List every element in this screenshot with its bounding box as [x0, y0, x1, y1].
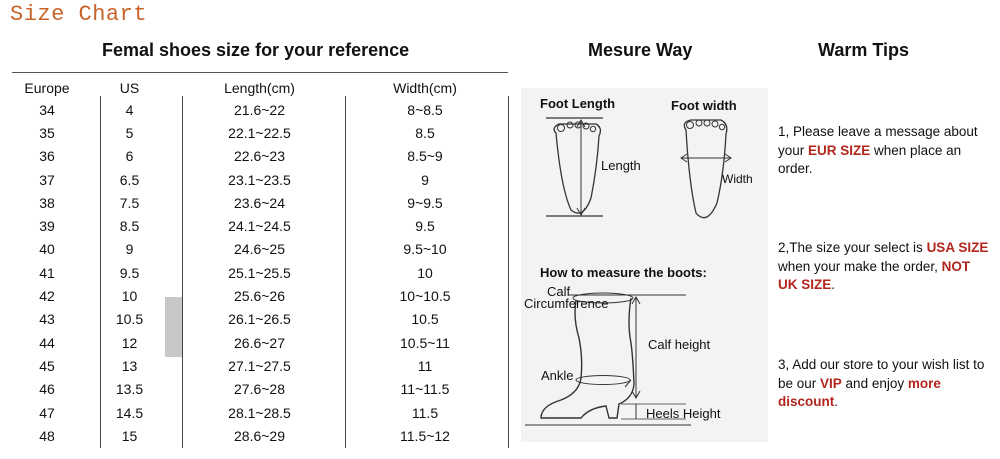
- tip1-text: 1, Please leave a message about your: [778, 124, 978, 158]
- width-label: Width: [722, 172, 753, 186]
- europe-cell: 43: [39, 311, 55, 328]
- europe-cell: 38: [39, 194, 55, 211]
- table-row: [12, 424, 508, 447]
- europe-cell: 48: [39, 427, 55, 444]
- length-cell: 23.6~24: [234, 194, 285, 211]
- header-width: Width(cm): [393, 80, 457, 96]
- us-cell: 6: [125, 148, 134, 165]
- europe-cell: 35: [39, 124, 55, 141]
- us-cell: 9: [125, 241, 134, 258]
- europe-cell: 45: [39, 357, 55, 374]
- tip3-text-end: .: [834, 394, 839, 409]
- europe-cell: 47: [39, 404, 55, 421]
- length-cell: 23.1~23.5: [228, 171, 291, 188]
- us-cell: 10: [121, 288, 138, 305]
- warm-tip-2: [778, 239, 993, 295]
- europe-cell: 44: [39, 334, 55, 351]
- calf-circumference-label-1: Calf: [547, 284, 571, 299]
- length-cell: 22.6~23: [234, 148, 285, 165]
- heels-height-label: Heels Height: [646, 406, 721, 421]
- us-cell: 4: [125, 101, 134, 118]
- table-row: [12, 145, 508, 168]
- us-cell: 14.5: [115, 404, 144, 421]
- width-cell: 10.5~11: [400, 334, 450, 351]
- measure-way-title: Mesure Way: [588, 40, 693, 60]
- table-row: [12, 98, 508, 121]
- europe-cell: 37: [39, 171, 55, 188]
- width-cell: 9~9.5: [407, 194, 443, 211]
- length-cell: 27.1~27.5: [228, 357, 291, 374]
- europe-cell: 39: [39, 218, 55, 235]
- width-cell: 10~10.5: [399, 288, 451, 305]
- length-cell: 24.1~24.5: [228, 218, 291, 235]
- table-row: [12, 238, 508, 261]
- foot-length-heading: Foot Length: [540, 96, 616, 111]
- column-divider: [508, 96, 509, 448]
- table-top-rule: [12, 72, 508, 73]
- europe-cell: 36: [39, 148, 55, 165]
- table-row: [12, 168, 508, 191]
- length-cell: 27.6~28: [234, 381, 285, 398]
- europe-cell: 42: [39, 288, 55, 305]
- calf-circumference-label-2: Circumference: [524, 296, 609, 311]
- tip2-text-mid: when your make the order,: [778, 258, 942, 274]
- us-cell: 5: [125, 124, 134, 141]
- header-us: US: [119, 80, 140, 96]
- length-cell: 22.1~22.5: [228, 124, 291, 141]
- width-cell: 9.5: [415, 218, 435, 235]
- us-cell: 10.5: [115, 311, 144, 328]
- table-row: [12, 401, 508, 424]
- table-row: [12, 378, 508, 401]
- table-row: [12, 261, 508, 284]
- table-row: [12, 121, 508, 144]
- table-row: [12, 214, 508, 237]
- tip2-highlight-2: NOT UK SIZE: [778, 258, 971, 292]
- length-label: Length: [601, 158, 641, 173]
- tip2-text: 2,The size your select is: [778, 240, 927, 255]
- europe-cell: 40: [39, 241, 55, 258]
- width-cell: 9.5~10: [403, 241, 447, 258]
- boots-heading: How to measure the boots:: [540, 265, 707, 280]
- width-cell: 8.5: [415, 124, 435, 141]
- us-cell: 8.5: [119, 218, 140, 235]
- length-cell: 28.6~29: [234, 427, 285, 444]
- size-table-title: Femal shoes size for your reference: [102, 40, 410, 60]
- ankle-label: Ankle: [541, 368, 574, 383]
- tip2-text-end: .: [831, 277, 836, 292]
- length-cell: 26.6~27: [234, 334, 285, 351]
- tip1-highlight: EUR SIZE: [808, 142, 871, 158]
- width-cell: 11~11.5: [400, 381, 450, 398]
- calf-height-label: Calf height: [648, 337, 711, 352]
- tip3-text: 3, Add our store to your wish list to be our: [778, 357, 985, 391]
- tip3-highlight-1: VIP: [820, 375, 842, 391]
- length-cell: 28.1~28.5: [228, 404, 291, 421]
- us-cell: 6.5: [119, 171, 140, 188]
- europe-cell: 41: [39, 264, 55, 281]
- length-cell: 21.6~22: [234, 101, 285, 118]
- tip3-highlight-2: more discount: [778, 375, 941, 409]
- width-cell: 10.5: [411, 311, 439, 328]
- size-table: [12, 78, 508, 447]
- table-row: [12, 191, 508, 214]
- tip2-highlight-1: USA SIZE: [926, 240, 989, 255]
- table-header-row: [12, 78, 508, 98]
- us-cell: 12: [121, 334, 138, 351]
- foot-width-heading: Foot width: [671, 98, 737, 113]
- measure-diagram: [521, 88, 768, 442]
- width-cell: 8~8.5: [407, 101, 443, 118]
- warm-tips-title: Warm Tips: [818, 40, 910, 60]
- us-cell: 13.5: [115, 381, 144, 398]
- europe-cell: 46: [39, 381, 55, 398]
- width-cell: 11.5: [411, 404, 439, 421]
- table-row: [12, 354, 508, 377]
- length-cell: 25.1~25.5: [228, 264, 291, 281]
- warm-tip-1: [778, 123, 993, 179]
- europe-cell: 34: [39, 101, 55, 118]
- us-cell: 9.5: [119, 264, 140, 281]
- width-cell: 8.5~9: [407, 148, 443, 165]
- table-row: [12, 331, 508, 354]
- us-cell: 13: [121, 357, 138, 374]
- table-row: [12, 308, 508, 331]
- us-cell: 7.5: [119, 194, 140, 211]
- width-cell: 11.5~12: [400, 427, 450, 444]
- header-europe: Europe: [24, 80, 70, 96]
- us-cell: 15: [121, 427, 138, 444]
- length-cell: 26.1~26.5: [228, 311, 291, 328]
- width-cell: 9: [421, 171, 429, 188]
- size-table-body: [12, 98, 508, 447]
- tip1-text-end: when place an order.: [778, 142, 962, 176]
- length-cell: 25.6~26: [234, 288, 285, 305]
- tip3-text-mid: and enjoy: [841, 375, 908, 391]
- header-length: Length(cm): [224, 80, 295, 96]
- table-row: [12, 284, 508, 307]
- warm-tip-3: [778, 356, 993, 412]
- length-cell: 24.6~25: [234, 241, 285, 258]
- page-title: Size Chart: [10, 2, 148, 27]
- width-cell: 10: [417, 264, 433, 281]
- width-cell: 11: [417, 357, 433, 374]
